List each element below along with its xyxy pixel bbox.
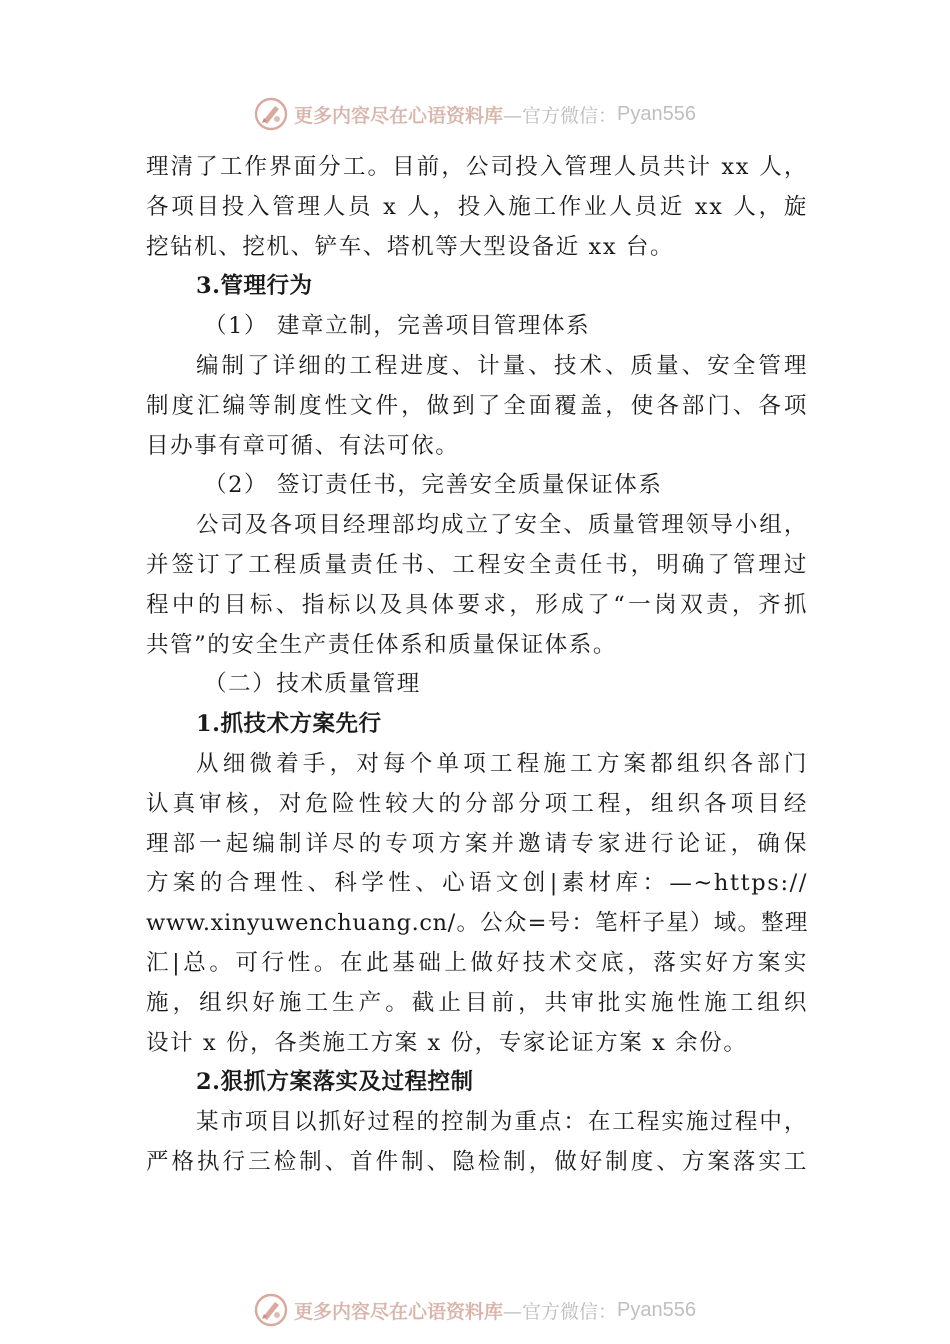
watermark-footer <box>0 1290 950 1330</box>
text-line: 目办事有章可循、有法可依。 <box>146 432 460 459</box>
subsection-heading: （1） 建章立制，完善项目管理体系 <box>204 313 591 340</box>
watermark-text-brand: 更多内容尽在心语资料库 <box>294 1300 504 1323</box>
text-line: 挖钻机、挖机、铲车、塔机等大型设备近 xx 台。 <box>146 233 675 260</box>
watermark-text-wechat: —官方微信： <box>503 1300 618 1323</box>
text-line: 并签订了工程质量责任书、工程安全责任书，明确了管理过 <box>146 551 808 578</box>
text-line: 各项目投入管理人员 x 人，投入施工作业人员近 xx 人，旋 <box>146 193 808 220</box>
text-line: 施，组织好施工生产。截止目前，共审批实施性施工组织 <box>146 989 808 1016</box>
text-line: 设计 x 份，各类施工方案 x 份，专家论证方案 x 余份。 <box>146 1029 748 1056</box>
watermark-text-id: Pyan556 <box>617 102 696 125</box>
text-line: 程中的目标、指标以及具体要求，形成了“一岗双责，齐抓 <box>146 591 808 618</box>
text-line: 理部一起编制详尽的专项方案并邀请专家进行论证，确保 <box>146 830 808 857</box>
text-line: 汇|总。可行性。在此基础上做好技术交底，落实好方案实 <box>146 949 808 976</box>
brand-logo-icon <box>254 1293 288 1327</box>
text-line: 严格执行三检制、首件制、隐检制，做好制度、方案落实工 <box>146 1148 808 1175</box>
text-line: 方案的合理性、科学性、心语文创|素材库：—~https:// <box>146 870 808 897</box>
section-heading: 3.管理行为 <box>196 273 313 300</box>
watermark-header <box>0 94 950 134</box>
watermark-text-brand: 更多内容尽在心语资料库 <box>294 104 504 127</box>
text-line: 某市项目以抓好过程的控制为重点：在工程实施过程中， <box>196 1109 808 1136</box>
text-line: 从细微着手，对每个单项工程施工方案都组织各部门 <box>196 750 808 777</box>
watermark-text-wechat: —官方微信： <box>503 104 618 127</box>
text-line: 编制了详细的工程进度、计量、技术、质量、安全管理 <box>196 352 808 379</box>
text-line: 理清了工作界面分工。目前，公司投入管理人员共计 xx 人， <box>146 154 808 180</box>
text-line: 认真审核，对危险性较大的分部分项工程，组织各项目经 <box>146 790 808 817</box>
section-heading: 2.狠抓方案落实及过程控制 <box>196 1069 474 1096</box>
body-text <box>146 148 808 1183</box>
subsection-heading: （2） 签订责任书，完善安全质量保证体系 <box>204 472 663 499</box>
text-line: 公司及各项目经理部均成立了安全、质量管理领导小组， <box>196 512 808 539</box>
section-heading: （二）技术质量管理 <box>204 671 421 698</box>
text-line: www.xinyuwenchuang.cn/。公众=号：笔杆子星）域。整理 <box>146 910 808 937</box>
watermark-text-id: Pyan556 <box>617 1298 696 1321</box>
text-line: 共管”的安全生产责任体系和质量保证体系。 <box>146 631 618 658</box>
brand-logo-icon <box>254 97 288 131</box>
section-heading: 1.抓技术方案先行 <box>196 711 382 738</box>
text-line: 制度汇编等制度性文件，做到了全面覆盖，使各部门、各项 <box>146 392 808 419</box>
